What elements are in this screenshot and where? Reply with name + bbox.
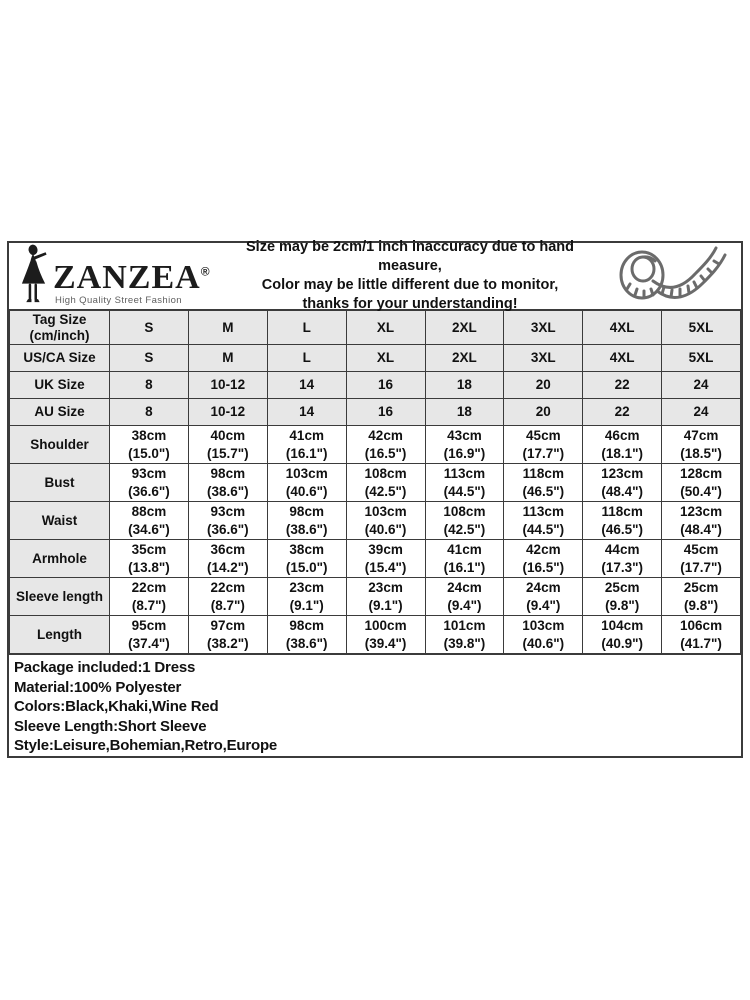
size-cell: 23cm (9.1") xyxy=(267,578,346,616)
brand-text xyxy=(53,261,211,309)
size-cell: 5XL xyxy=(662,311,741,345)
size-cell: 104cm (40.9") xyxy=(583,616,662,654)
table-row xyxy=(10,540,741,578)
size-cell: 45cm (17.7") xyxy=(504,426,583,464)
size-cell: 4XL xyxy=(583,345,662,372)
size-cell: 95cm (37.4") xyxy=(110,616,189,654)
size-chart-sheet xyxy=(7,241,743,758)
size-table xyxy=(9,310,741,654)
size-cell: 8 xyxy=(110,372,189,399)
size-cell: 24cm (9.4") xyxy=(425,578,504,616)
size-cell: 101cm (39.8") xyxy=(425,616,504,654)
measurement-notice xyxy=(213,238,611,314)
size-cell: L xyxy=(267,345,346,372)
size-cell: 24 xyxy=(662,399,741,426)
size-cell: L xyxy=(267,311,346,345)
size-cell: 47cm (18.5") xyxy=(662,426,741,464)
row-label: Bust xyxy=(10,464,110,502)
size-cell: 42cm (16.5") xyxy=(346,426,425,464)
size-cell: 100cm (39.4") xyxy=(346,616,425,654)
size-cell: 22 xyxy=(583,399,662,426)
size-cell: 8 xyxy=(110,399,189,426)
size-cell: 2XL xyxy=(425,345,504,372)
product-details xyxy=(9,654,741,756)
size-cell: XL xyxy=(346,345,425,372)
size-cell: 25cm (9.8") xyxy=(662,578,741,616)
brand-logo xyxy=(17,244,213,309)
size-cell: 41cm (16.1") xyxy=(267,426,346,464)
size-cell: 39cm (15.4") xyxy=(346,540,425,578)
size-cell: 118cm (46.5") xyxy=(583,502,662,540)
detail-sleeve-length: Sleeve Length:Short Sleeve xyxy=(14,717,207,735)
size-cell: 45cm (17.7") xyxy=(662,540,741,578)
notice-line-3: thanks for your understanding! xyxy=(302,296,518,312)
notice-line-2: Color may be little different due to monitor, xyxy=(261,277,559,293)
size-cell: 103cm (40.6") xyxy=(267,464,346,502)
size-cell: 97cm (38.2") xyxy=(188,616,267,654)
size-cell: 22 xyxy=(583,372,662,399)
size-cell: 103cm (40.6") xyxy=(504,616,583,654)
size-cell: 98cm (38.6") xyxy=(188,464,267,502)
size-cell: 3XL xyxy=(504,311,583,345)
table-row xyxy=(10,426,741,464)
size-cell: 42cm (16.5") xyxy=(504,540,583,578)
row-label: Waist xyxy=(10,502,110,540)
size-cell: 5XL xyxy=(662,345,741,372)
size-cell: 123cm (48.4") xyxy=(662,502,741,540)
measuring-tape-icon xyxy=(611,245,733,307)
size-cell: 128cm (50.4") xyxy=(662,464,741,502)
size-cell: 16 xyxy=(346,399,425,426)
size-cell: 20 xyxy=(504,372,583,399)
size-cell: 18 xyxy=(425,399,504,426)
woman-figure-icon xyxy=(17,244,51,309)
size-cell: 22cm (8.7") xyxy=(188,578,267,616)
row-label: Length xyxy=(10,616,110,654)
table-row xyxy=(10,616,741,654)
size-cell: 23cm (9.1") xyxy=(346,578,425,616)
table-row xyxy=(10,311,741,345)
size-cell: 41cm (16.1") xyxy=(425,540,504,578)
detail-colors: Colors:Black,Khaki,Wine Red xyxy=(14,698,219,716)
size-cell: 14 xyxy=(267,399,346,426)
size-cell: 18 xyxy=(425,372,504,399)
header xyxy=(9,239,741,312)
row-label: Shoulder xyxy=(10,426,110,464)
size-cell: 93cm (36.6") xyxy=(110,464,189,502)
brand-name: ZANZEA® xyxy=(53,259,211,296)
size-cell: 106cm (41.7") xyxy=(662,616,741,654)
table-row xyxy=(10,502,741,540)
size-cell: 93cm (36.6") xyxy=(188,502,267,540)
size-cell: 24cm (9.4") xyxy=(504,578,583,616)
size-cell: 16 xyxy=(346,372,425,399)
size-cell: 38cm (15.0") xyxy=(267,540,346,578)
size-cell: 35cm (13.8") xyxy=(110,540,189,578)
size-cell: 10-12 xyxy=(188,372,267,399)
size-cell: XL xyxy=(346,311,425,345)
detail-package: Package included:1 Dress xyxy=(14,659,196,676)
notice-line-1: Size may be 2cm/1 inch inaccuracy due to hand measure, xyxy=(246,239,574,274)
size-cell: 25cm (9.8") xyxy=(583,578,662,616)
size-cell: 24 xyxy=(662,372,741,399)
row-label: Tag Size (cm/inch) xyxy=(10,311,110,345)
table-row xyxy=(10,399,741,426)
size-cell: 3XL xyxy=(504,345,583,372)
size-cell: S xyxy=(110,311,189,345)
size-cell: 113cm (44.5") xyxy=(425,464,504,502)
table-row xyxy=(10,464,741,502)
size-cell: M xyxy=(188,311,267,345)
brand-tagline: High Quality Street Fashion xyxy=(55,295,182,306)
size-cell: 20 xyxy=(504,399,583,426)
size-cell: 38cm (15.0") xyxy=(110,426,189,464)
size-cell: 108cm (42.5") xyxy=(346,464,425,502)
size-cell: 2XL xyxy=(425,311,504,345)
row-label: US/CA Size xyxy=(10,345,110,372)
size-cell: 123cm (48.4") xyxy=(583,464,662,502)
size-cell: 40cm (15.7") xyxy=(188,426,267,464)
size-cell: 44cm (17.3") xyxy=(583,540,662,578)
row-label: Armhole xyxy=(10,540,110,578)
size-cell: M xyxy=(188,345,267,372)
size-cell: 88cm (34.6") xyxy=(110,502,189,540)
detail-material: Material:100% Polyester xyxy=(14,678,182,696)
size-cell: 103cm (40.6") xyxy=(346,502,425,540)
size-cell: 98cm (38.6") xyxy=(267,616,346,654)
row-label: AU Size xyxy=(10,399,110,426)
size-cell: 98cm (38.6") xyxy=(267,502,346,540)
size-cell: 4XL xyxy=(583,311,662,345)
size-cell: 14 xyxy=(267,372,346,399)
row-label: Sleeve length xyxy=(10,578,110,616)
size-cell: 108cm (42.5") xyxy=(425,502,504,540)
registered-mark: ® xyxy=(200,264,211,279)
size-cell: 22cm (8.7") xyxy=(110,578,189,616)
size-cell: 46cm (18.1") xyxy=(583,426,662,464)
row-label: UK Size xyxy=(10,372,110,399)
size-cell: 10-12 xyxy=(188,399,267,426)
size-cell: 118cm (46.5") xyxy=(504,464,583,502)
size-cell: 43cm (16.9") xyxy=(425,426,504,464)
detail-style: Style:Leisure,Bohemian,Retro,Europe xyxy=(14,737,278,755)
size-cell: 113cm (44.5") xyxy=(504,502,583,540)
size-cell: 36cm (14.2") xyxy=(188,540,267,578)
table-row xyxy=(10,578,741,616)
table-row xyxy=(10,345,741,372)
table-row xyxy=(10,372,741,399)
size-cell: S xyxy=(110,345,189,372)
